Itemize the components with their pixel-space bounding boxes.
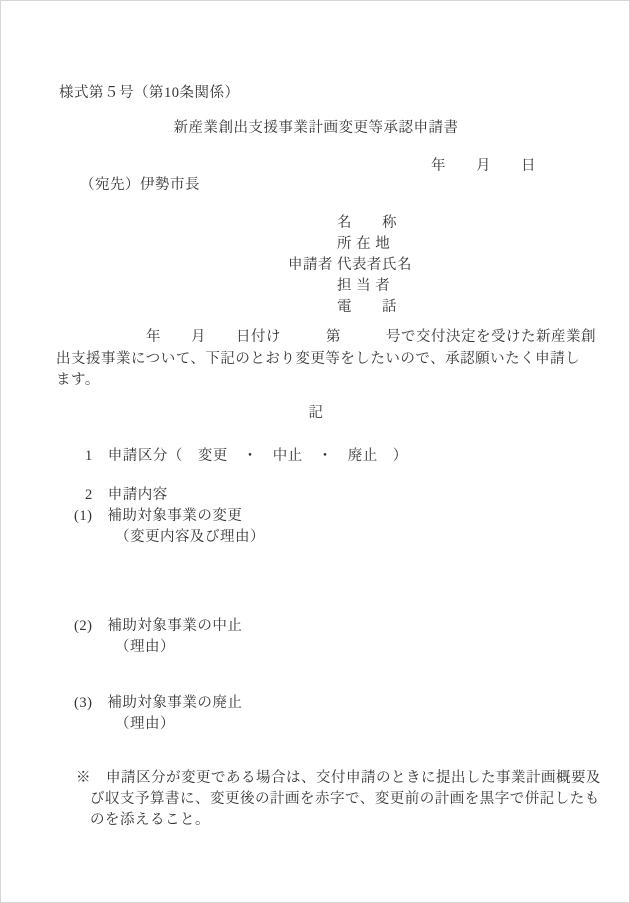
section-2-2-suspension: (2) 補助対象事業の中止	[74, 618, 243, 634]
section-2-1-change: (1) 補助対象事業の変更	[74, 508, 243, 524]
footnote-line-1: ※ 申請区分が変更である場合は、交付申請のときに提出した事業計画概要及	[76, 770, 601, 786]
section-1-application-category: 1 申請区分（ 変更 ・ 中止 ・ 廃止 ）	[85, 448, 408, 464]
body-paragraph-line-3: ます。	[56, 372, 100, 388]
date-line: 年 月 日	[431, 158, 536, 174]
applicant-field-contact: 担 当 者	[337, 278, 391, 294]
applicant-field-representative: 代表者氏名	[337, 257, 412, 273]
document-title: 新産業創出支援事業計画変更等承認申請書	[173, 120, 459, 136]
section-2-1-sub-reason: （変更内容及び理由）	[115, 529, 265, 545]
section-2-application-content: 2 申請内容	[85, 487, 168, 503]
applicant-field-address: 所 在 地	[337, 236, 391, 252]
footnote-line-2: び収支予算書に、変更後の計画を赤字で、変更前の計画を黒字で併記したも	[90, 791, 600, 807]
body-paragraph-line-1: 年 月 日付け 第 号で交付決定を受けた新産業創	[56, 329, 596, 345]
body-paragraph-line-2: 出支援事業について、下記のとおり変更等をしたいので、承認願いたく申請し	[56, 351, 581, 367]
footnote-line-3: のを添えること。	[90, 812, 210, 828]
addressee-line: （宛先）伊勢市長	[80, 177, 200, 193]
applicant-field-name: 名 称	[337, 215, 397, 231]
section-2-2-sub-reason: （理由）	[115, 639, 175, 655]
section-2-3-abolition: (3) 補助対象事業の廃止	[74, 695, 243, 711]
applicant-label: 申請者	[288, 257, 333, 273]
form-number: 様式第５号（第10条関係）	[59, 85, 240, 101]
ki-separator: 記	[308, 405, 324, 421]
applicant-field-phone: 電 話	[337, 299, 397, 315]
section-2-3-sub-reason: （理由）	[115, 716, 175, 732]
